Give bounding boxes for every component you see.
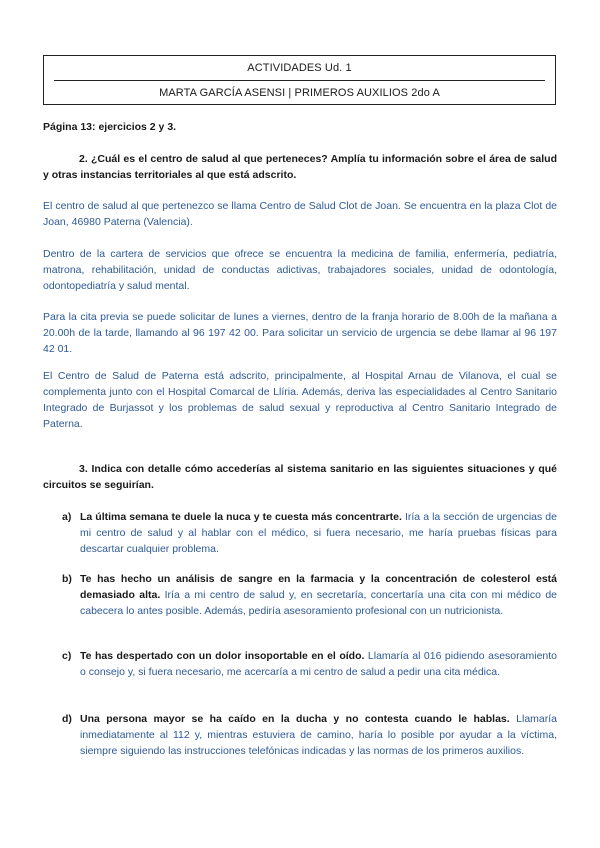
item-answer: Iría a la sección de urgencias de mi centro de salud y al hablar con el médico, si fuera necesario, me haría pruebas físicas para descartar cualquier problema. [80,511,557,555]
answer-paragraph: Para la cita previa se puede solicitar de lunes a viernes, dentro de la franja horario de 8.00h de la mañana a 20.00h de la tarde, llamando al 96 197 42 00. Para solicitar un servicio de urgencia se debe llamar al 96 197 42 01. [43,311,557,355]
answer-paragraph: El Centro de Salud de Paterna está adscrito, principalmente, al Hospital Arnau de Vilanova, el cual se complementa junto con el Hospital Comarcal de Llíria. Además, deriva las especialidades al Centro Sanitario Integrado de Burjassot y los problemas de salud sexual y reproductiva al Centro Sanitario Integrado de Paterna. [43,370,557,430]
question-3: 3. Indica con detalle cómo accederías al sistema sanitario en las siguientes situaciones y qué circuitos se seguirían. [43,463,557,491]
item-situation: Te has hecho un análisis de sangre en la farmacia y la concentración de colesterol está demasiado alta. [80,573,557,601]
section-title: Página 13: ejercicios 2 y 3. [43,121,177,133]
item-answer: Llamaría al 016 pidiendo asesoramiento o consejo y, si fuera necesario, me acercaría a mi centro de salud a pedir una cita médica. [80,650,558,678]
item-letter: c) [62,650,72,662]
item-letter: b) [62,573,72,585]
header-author: MARTA GARCÍA ASENSI | PRIMEROS AUXILIOS 2do A [159,87,440,99]
item-letter: a) [62,511,72,523]
item-letter: d) [62,713,72,725]
item-situation: Te has despertado con un dolor insoportable en el oído. [80,650,365,662]
answer-paragraph: Dentro de la cartera de servicios que ofrece se encuentra la medicina de familia, enfermería, pediatría, matrona, rehabilitación, unidad de conductas adictivas, trabajadores sociales, unidad de odontología, odontopediatría y salud mental. [43,248,557,292]
item-situation: La última semana te duele la nuca y te cuesta más concentrarte. [80,511,402,523]
list-item-b [62,571,557,619]
item-answer: Llamaría inmediatamente al 112 y, mientras estuviera de camino, haría lo posible por ayudar a la víctima, siempre siguiendo las instrucciones telefónicas indicadas y las normas de los primeros auxilios. [80,713,557,757]
item-answer: Iría a mi centro de salud y, en secretaría, concertaría una cita con mi médico de cabecera lo antes posible. Además, pediría asesoramiento profesional con un nutricionista. [80,589,558,617]
header-title: ACTIVIDADES Ud. 1 [54,56,545,81]
question-2: 2. ¿Cuál es el centro de salud al que perteneces? Amplía tu información sobre el área de salud y otras instancias territoriales al que está adscrito. [43,153,557,181]
answer-paragraph: El centro de salud al que pertenezco se llama Centro de Salud Clot de Joan. Se encuentra en la plaza Clot de Joan, 46980 Paterna (Valencia). [43,200,557,228]
item-situation: Una persona mayor se ha caído en la ducha y no contesta cuando le hablas. [80,713,510,725]
list-item-d [62,711,557,759]
list-item-c [62,648,557,680]
header-box [43,55,556,105]
list-item-a [62,509,557,557]
